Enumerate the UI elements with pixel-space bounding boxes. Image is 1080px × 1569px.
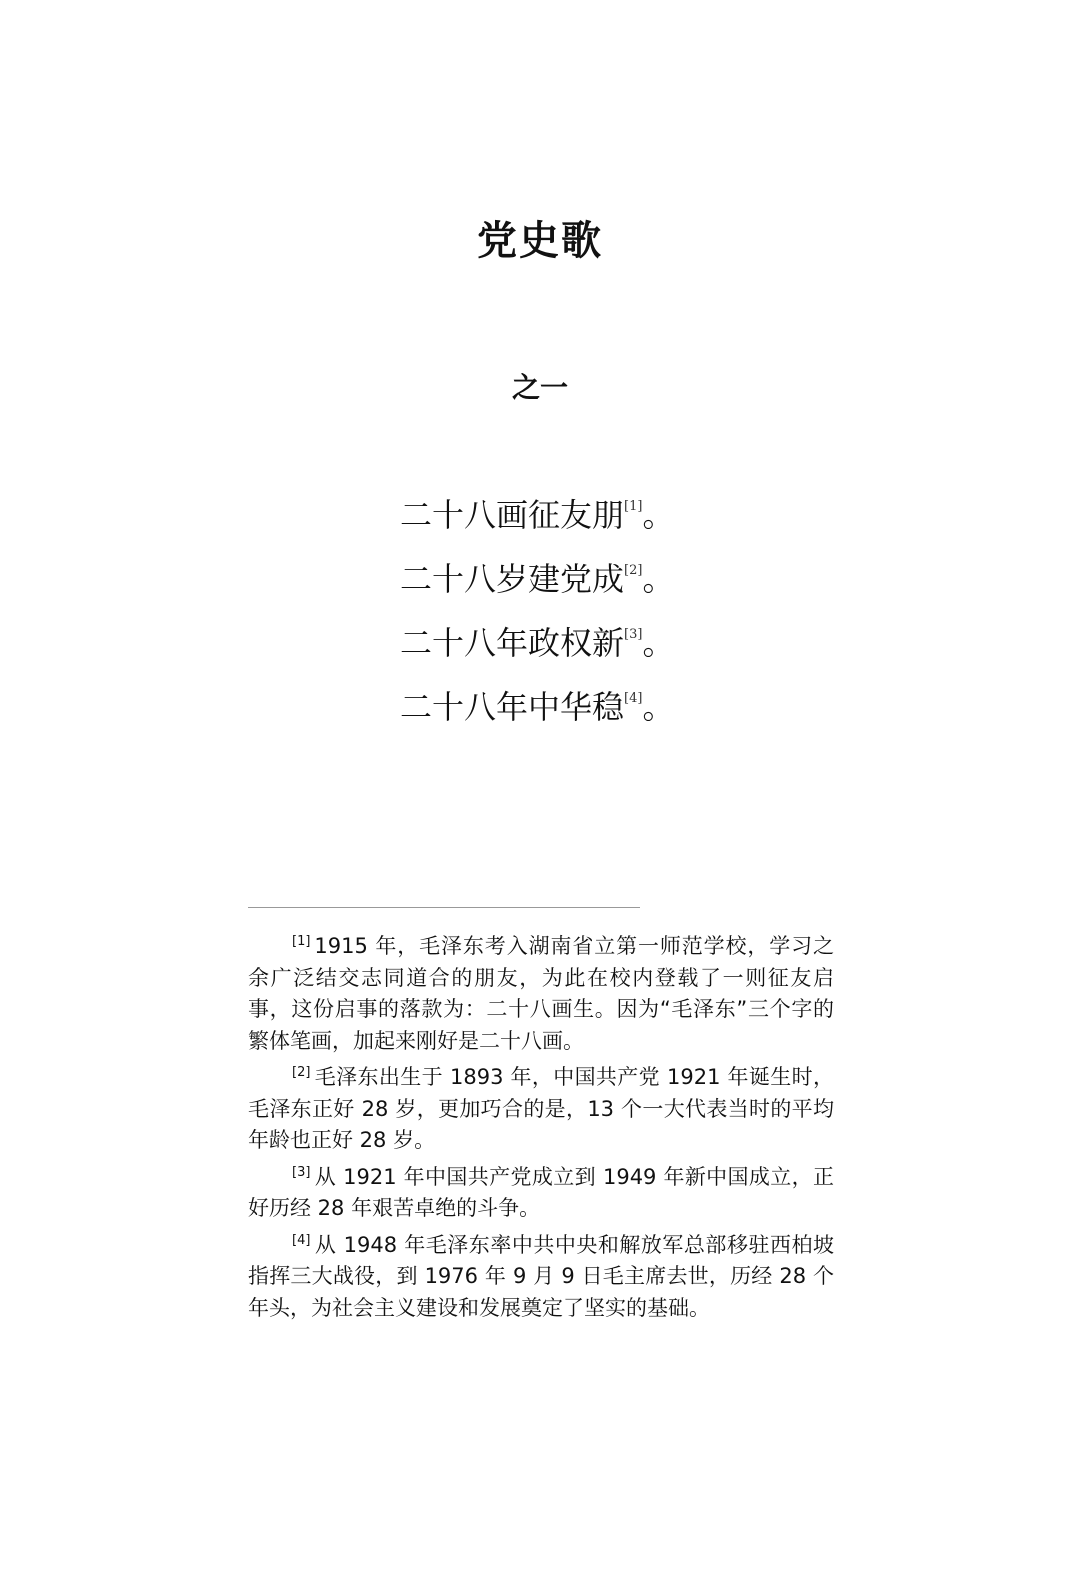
poem-line <box>400 610 720 674</box>
poem-line-punctuation: 。 <box>642 688 675 726</box>
poem-line-punctuation: 。 <box>642 624 675 662</box>
footnote-reference[interactable]: [4] <box>624 691 643 706</box>
poem-line-punctuation: 。 <box>642 496 675 534</box>
poem-line-text: 二十八画征友朋 <box>400 496 625 534</box>
section-subtitle: 之一 <box>511 371 568 404</box>
footnote-1 <box>248 926 834 1057</box>
footnote-mark: [3] <box>292 1164 311 1180</box>
poem-line-text: 二十八年政权新 <box>400 624 625 662</box>
poem-line <box>400 674 720 738</box>
page-title: 党史歌 <box>477 218 603 264</box>
footnote-reference[interactable]: [2] <box>624 563 643 578</box>
footnote-reference[interactable]: [1] <box>624 499 643 514</box>
footnote-3 <box>248 1157 834 1225</box>
footnotes <box>248 926 834 1324</box>
footnote-mark: [4] <box>292 1232 311 1248</box>
footnote-text: 毛泽东出生于 1893 年，中国共产党 1921 年诞生时，毛泽东正好 28 岁，更加巧合的是，13 个一大代表当时的平均年龄也正好 28 岁。 <box>248 1065 834 1152</box>
poem-line <box>400 546 720 610</box>
footnote-text: 1915 年，毛泽东考入湖南省立第一师范学校，学习之余广泛结交志同道合的朋友，为此在校内登载了一则征友启事，这份启事的落款为：二十八画生。因为“毛泽东”三个字的繁体笔画，加起来刚好是二十八画。 <box>248 934 834 1053</box>
poem <box>400 482 720 738</box>
footnote-separator <box>248 907 640 908</box>
footnote-reference[interactable]: [3] <box>624 627 643 642</box>
footnote-text: 从 1948 年毛泽东率中共中央和解放军总部移驻西柏坡指挥三大战役，到 1976 年 9 月 9 日毛主席去世，历经 28 个年头，为社会主义建设和发展奠定了坚实的基础。 <box>248 1232 834 1320</box>
poem-line-punctuation: 。 <box>642 560 675 598</box>
footnote-4 <box>248 1225 834 1325</box>
footnote-2 <box>248 1057 834 1157</box>
footnote-mark: [1] <box>292 934 311 949</box>
footnote-mark: [2] <box>292 1065 311 1080</box>
poem-line-text: 二十八年中华稳 <box>400 688 625 726</box>
footnote-text: 从 1921 年中国共产党成立到 1949 年新中国成立，正好历经 28 年艰苦卓绝的斗争。 <box>248 1164 834 1220</box>
poem-line <box>400 482 720 546</box>
poem-line-text: 二十八岁建党成 <box>400 560 625 598</box>
